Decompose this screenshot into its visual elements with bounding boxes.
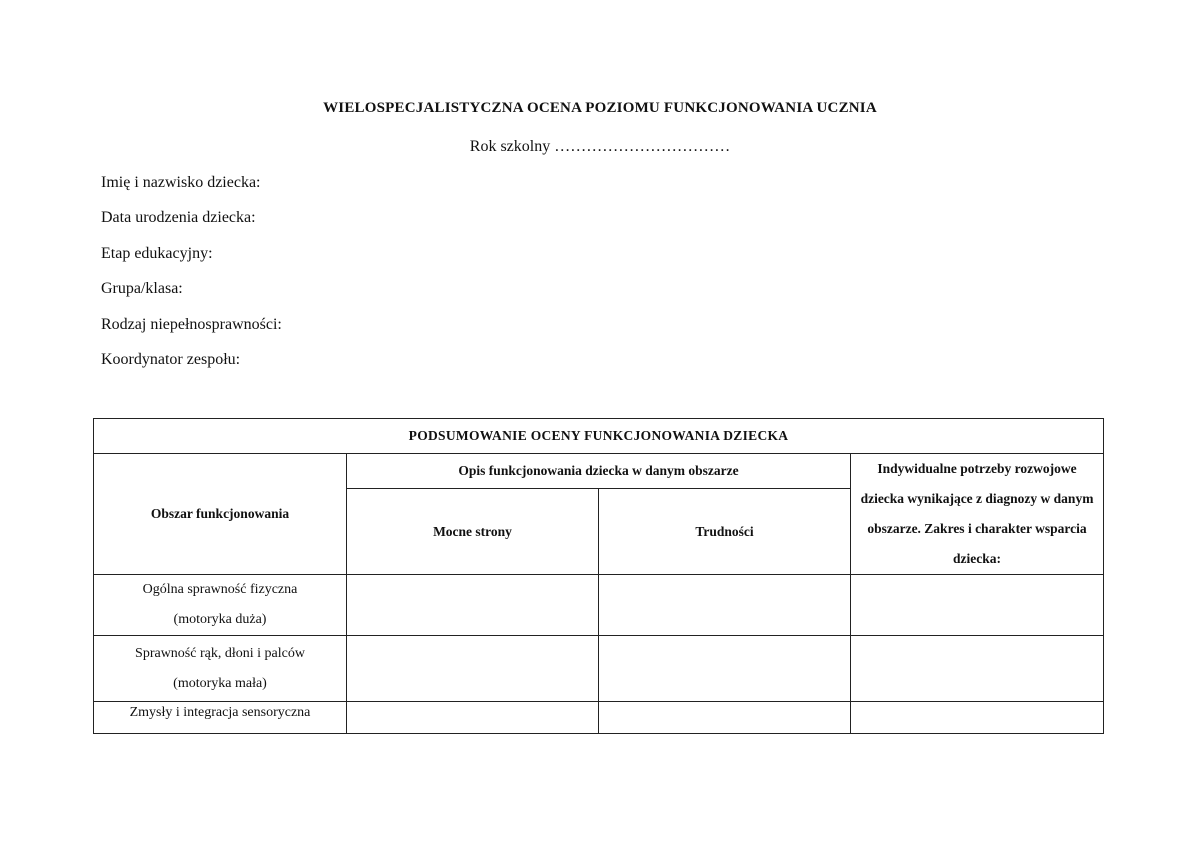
student-info-fields [101,173,282,385]
field-group-class: Grupa/klasa: [101,280,183,298]
table-row [94,575,1104,636]
summary-table [93,418,1104,734]
area-name: Sprawność rąk, dłoni i palców [135,645,305,661]
strengths-cell[interactable] [347,636,599,702]
header-needs: Indywidualne potrzeby rozwojowe dziecka wynikające z diagnozy w danym obszarze. Zakres i charakter wsparcia dziecka: [851,454,1104,575]
area-name: Zmysły i integracja sensoryczna [129,705,311,720]
header-strengths: Mocne strony [347,489,599,575]
difficulties-cell[interactable] [599,575,851,636]
header-difficulties: Trudności [599,489,851,575]
area-name: Ogólna sprawność fizyczna [142,582,298,597]
area-note: (motoryka mała) [173,675,267,691]
table-title: PODSUMOWANIE OCENY FUNKCJONOWANIA DZIECKA [94,419,1104,454]
field-education-stage: Etap edukacyjny: [101,244,213,262]
school-year-field: Rok szkolny …………………………… [469,138,731,155]
difficulties-cell[interactable] [599,636,851,702]
table-row [94,702,1104,734]
field-team-coordinator: Koordynator zespołu: [101,350,241,368]
area-cell [94,575,347,636]
needs-cell[interactable] [851,702,1104,734]
table-row [94,636,1104,702]
area-note: (motoryka duża) [173,612,267,627]
header-area: Obszar funkcjonowania [94,454,347,575]
document-title: WIELOSPECJALISTYCZNA OCENA POZIOMU FUNKCJONOWANIA UCZNIA [323,100,877,116]
field-disability-type: Rodzaj niepełnosprawności: [101,315,282,333]
header-description: Opis funkcjonowania dziecka w danym obszarze [347,454,851,489]
difficulties-cell[interactable] [599,702,851,734]
needs-cell[interactable] [851,636,1104,702]
strengths-cell[interactable] [347,702,599,734]
area-cell [94,636,347,702]
field-child-name: Imię i nazwisko dziecka: [101,174,261,191]
needs-cell[interactable] [851,575,1104,636]
area-cell [94,702,347,734]
strengths-cell[interactable] [347,575,599,636]
field-birth-date: Data urodzenia dziecka: [101,209,256,227]
